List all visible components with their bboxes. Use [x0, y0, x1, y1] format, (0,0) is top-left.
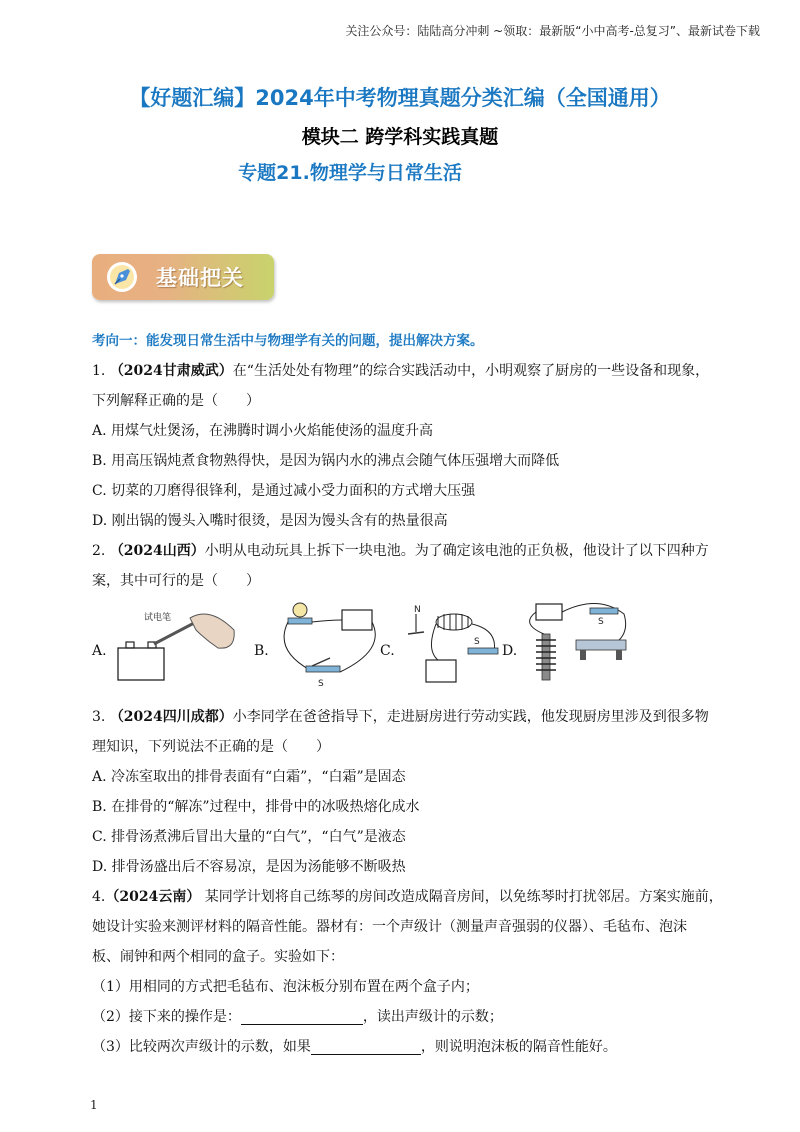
tester-pen-diagram [110, 600, 240, 690]
compass-label: N [414, 605, 421, 615]
question-number: 2. [92, 543, 106, 559]
answer-blank[interactable] [241, 1008, 363, 1025]
question-1-option-b: B. 用高压锅炖煮食物熟得快，是因为锅内水的沸点会随气体压强增大而降低 [92, 453, 560, 469]
badge-label: 基础把关 [156, 266, 244, 290]
figure-label-d: D. [502, 643, 518, 659]
question-1-option-d: D. 刚出锅的馒头入嘴时很烫，是因为馒头含有的热量很高 [92, 513, 448, 529]
question-2-stem-cont: 案，其中可行的是（ ） [92, 573, 260, 589]
question-number: 3. [92, 709, 106, 725]
question-text: 小明从电动玩具上拆下一块电池。为了确定该电池的正负极，他设计了以下四种方 [204, 543, 709, 559]
tester-label: 试电笔 [144, 613, 172, 623]
question-text: 在“生活处处有物理”的综合实践活动中，小明观察了厨房的一些设备和现象， [232, 363, 710, 379]
topic-line: 考向一：能发现日常生活中与物理学有关的问题，提出解决方案。 [92, 333, 484, 349]
question-3-option-d: D. 排骨汤盛出后不容易凉，是因为汤能够不断吸热 [92, 859, 406, 875]
question-source: （2024甘肃威武） [109, 363, 233, 379]
question-number: 1. [92, 363, 106, 379]
question-1-stem [92, 356, 712, 386]
question-4-stem-cont-1: 她设计实验来测评材料的隔音性能。器材有：一个声级计（测量声音强弱的仪器）、毛毡布、泡沫 [92, 919, 687, 935]
electromagnet-diagram [518, 594, 630, 696]
question-2-figure [92, 600, 712, 696]
question-3-option-c: C. 排骨汤煮沸后冒出大量的“白气”，“白气”是液态 [92, 829, 406, 845]
question-1-option-a: A. 用煤气灶煲汤，在沸腾时调小火焰能使汤的温度升高 [92, 423, 434, 439]
bulb-circuit-diagram [270, 600, 382, 690]
question-1-stem-cont: 下列解释正确的是（ ） [92, 393, 260, 409]
topic-title: 专题21.物理学与日常生活 [238, 162, 462, 184]
main-title: 【好题汇编】2024年中考物理真题分类汇编（全国通用） [129, 86, 671, 110]
header-note: 关注公众号：陆陆高分冲刺 ~领取：最新版“小中高考-总复习”、最新试卷下载 [345, 24, 760, 38]
question-4-stem-cont-2: 板、闹钟和两个相同的盒子。实验如下： [92, 949, 344, 965]
switch-label: S [318, 679, 324, 689]
pen-nib-icon [106, 261, 138, 293]
step-2-text: （2）接下来的操作是： [92, 1009, 241, 1025]
switch-label: S [474, 637, 480, 647]
step-3-text-end: ，则说明泡沫板的隔音性能好。 [420, 1039, 617, 1055]
question-2-stem [92, 536, 712, 566]
compass-coil-diagram [398, 600, 506, 690]
step-3-text: （3）比较两次声级计的示数，如果 [92, 1039, 311, 1055]
question-4-step-3 [92, 1032, 712, 1062]
question-3-stem-cont: 理知识，下列说法不正确的是（ ） [92, 739, 330, 755]
question-content [92, 326, 723, 1062]
answer-blank[interactable] [311, 1038, 421, 1055]
question-text: 小李同学在爸爸指导下，走进厨房进行劳动实践，他发现厨房里涉及到很多物 [232, 709, 709, 725]
step-2-text-end: ，读出声级计的示数； [362, 1009, 503, 1025]
question-4-step-1: （1）用相同的方式把毛毡布、泡沫板分别布置在两个盒子内； [92, 979, 479, 995]
figure-label-c: C. [380, 643, 395, 659]
question-3-option-b: B. 在排骨的“解冻”过程中，排骨中的冰吸热熔化成水 [92, 799, 420, 815]
question-3-option-a: A. 冷冻室取出的排骨表面有“白霜”，“白霜”是固态 [92, 769, 406, 785]
question-text: 某同学计划将自己练琴的房间改造成隔音房间，以免练琴时打扰邻居。方案实施前， [204, 889, 723, 905]
module-title: 模块二 跨学科实践真题 [301, 126, 499, 148]
question-4-step-2 [92, 1002, 712, 1032]
figure-label-a: A. [92, 643, 107, 659]
question-source: （2024山西） [109, 543, 205, 559]
question-1-option-c: C. 切菜的刀磨得很锋利，是通过减小受力面积的方式增大压强 [92, 483, 476, 499]
question-number: 4. [92, 889, 106, 905]
figure-label-b: B. [254, 643, 269, 659]
question-source: （2024云南） [105, 889, 201, 905]
question-source: （2024四川成都） [109, 709, 233, 725]
switch-label: S [598, 617, 604, 627]
page-number: 1 [90, 1098, 98, 1112]
section-badge [92, 254, 274, 300]
question-3-stem [92, 702, 712, 732]
question-4-stem [92, 882, 723, 912]
